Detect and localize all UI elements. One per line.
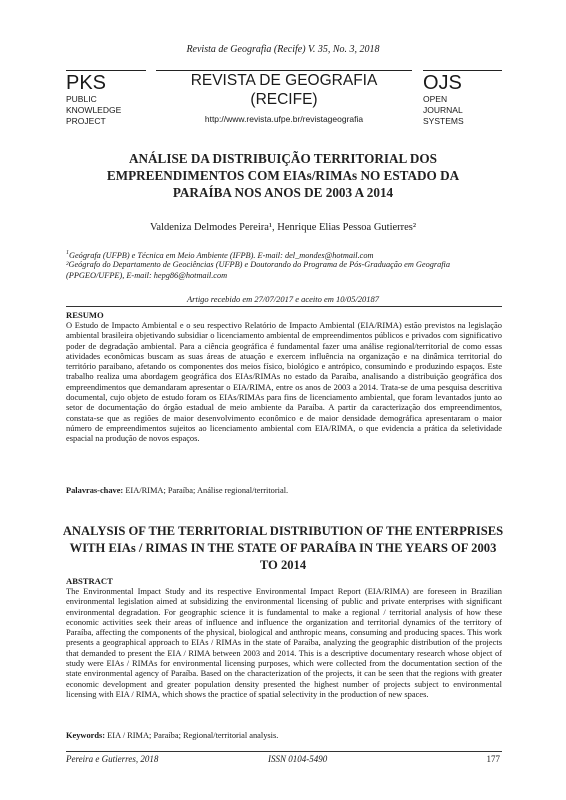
keywords-label: Keywords: <box>66 731 106 740</box>
keywords <box>66 731 502 740</box>
journal-title-block <box>156 72 412 124</box>
footer-issn: ISSN 0104-5490 <box>268 754 328 764</box>
affiliation-1-text: Geógrafa (UFPB) e Técnica em Meio Ambiente (IFPB). E-mail: del_mondes@hotmail.com <box>69 250 374 260</box>
palavras-chave-label: Palavras-chave: <box>66 486 124 495</box>
masthead-rule-left <box>66 70 146 71</box>
affiliation-2: ²Geógrafo do Departamento de Geociências (UFPB) e Doutorando do Programa de Pós-Graduação em Geografia (PPGEO/UFPE), E-mail: hepg86@hotmail.com <box>66 260 451 280</box>
article-authors: Valdeniza Delmodes Pereira¹, Henrique Elias Pessoa Gutierres² <box>149 222 417 233</box>
received-accepted-dates: Artigo recebido em 27/07/2017 e aceito em 10/05/20187 <box>186 294 380 304</box>
masthead-rule-center <box>156 70 412 71</box>
affiliation-1-mark: 1 <box>66 250 69 256</box>
footer-authors: Pereira e Gutierres, 2018 <box>66 754 159 764</box>
ojs-logo <box>423 73 503 126</box>
keywords-values: EIA / RIMA; Paraíba; Regional/territorial analysis. <box>105 731 279 740</box>
pkp-abbr: PKS <box>66 72 107 94</box>
resumo-heading: RESUMO <box>66 310 104 320</box>
pkp-line: PROJECT <box>66 116 106 126</box>
page-number: 177 <box>486 754 500 764</box>
footer-divider <box>66 751 502 752</box>
journal-citation: Revista de Geografia (Recife) V. 35, No. 3, 2018 <box>186 44 380 55</box>
palavras-chave <box>66 486 502 495</box>
palavras-chave-values: EIA/RIMA; Paraíba; Análise regional/territorial. <box>123 486 289 495</box>
ojs-abbr: OJS <box>423 72 462 94</box>
pkp-line: PUBLIC <box>66 94 97 104</box>
journal-title: REVISTA DE GEOGRAFIA <box>190 72 378 89</box>
abstract-heading: ABSTRACT <box>66 576 113 586</box>
abstract-text: The Environmental Impact Study and its respective Environmental Impact Report (EIA/RIMA) are foreseen in Brazilian environmental legislation aimed at subsidizing the environmental licensing of public and private enterprises with significant environmental degradation. For geographic science it is fundamental to make a regional / territorial analysis of how these economic activities seek their areas of influence and influence the organization and territorial dynamics of the territory of Paraíba, affecting the components of the physical, biological and anthropic means, consuming and producing spaces. This work presents a geographical approach to EIAs / RIMAs in the state of Paraíba, analyzing the geographic distribution of the projects that demanded to present the EIA / RIMA between 2003 and 2014. This is a descriptive documentary research whose object of study were EIAs / RIMAs for environmental licensing purposes, which were collected from the documentation section of the state environmental agency of Paraíba. Based on the characterization of the projects, it can be seen that the regions with greater economic development and greater population density presented the highest number of projects subject to environmental licensing with EIA / RIMA, which shows the practice of spatial selectivity in the production of new spaces. <box>66 586 502 699</box>
journal-masthead <box>66 70 502 130</box>
ojs-line: JOURNAL <box>423 105 463 115</box>
resumo-text: O Estudo de Impacto Ambiental e o seu respectivo Relatório de Impacto Ambiental (EIA/RIMA) estão previstos na legislação ambiental brasileira objetivando subsidiar o licenciamento ambiental de empreendimentos públicos e privados com significativo poder de degradação ambiental. Para a ciência geográfica é fundamental fazer uma análise regional/territorial de como essas atividades econômicas buscam as suas áreas de atuação e exercem influência na organização e na dinâmica territorial do território paraibano, afetando os componentes dos meios físico, biológico e antrópico, consumindo e produzindo espaços. Este trabalho realiza uma abordagem geográfica dos EIAs/RIMAs no estado da Paraíba, analisando a distribuição geográfica dos empreendimentos que demandaram apresentar o EIA/RIMA, entre os anos de 2003 a 2014. Trata-se de uma pesquisa descritiva documental, cujo objeto de estudo foram os EIAs/RIMAs para fins de licenciamento ambiental, que foram levantados junto ao setor de documentação do órgão estadual de meio ambiente da Paraíba. A partir da caracterização dos empreendimentos, constata-se que as regiões de maior desenvolvimento econômico e de maior densidade demográfica apresentaram o maior número de empreendimentos sujeitos ao licenciamento ambiental com EIA/RIMA, o que evidencia a prática da seletividade espacial na produção de novos espaços. <box>66 320 502 444</box>
article-title-en: ANALYSIS OF THE TERRITORIAL DISTRIBUTION OF THE ENTERPRISES WITH EIAs / RIMAS IN THE STATE OF PARAÍBA IN THE YEARS OF 2003 TO 2014 <box>62 524 504 572</box>
page-footer <box>66 754 502 766</box>
journal-title-city: (RECIFE) <box>250 91 318 108</box>
journal-url[interactable]: http://www.revista.ufpe.br/revistageografia <box>204 114 364 124</box>
pkp-line: KNOWLEDGE <box>66 105 122 115</box>
pkp-logo <box>66 73 146 126</box>
masthead-rule-right <box>423 70 502 71</box>
ojs-line: SYSTEMS <box>423 116 464 126</box>
divider <box>66 306 502 307</box>
ojs-line: OPEN <box>423 94 448 104</box>
article-title-pt: ANÁLISE DA DISTRIBUIÇÃO TERRITORIAL DOS EMPREENDIMENTOS COM EIAs/RIMAs NO ESTADO DA PARAÍBA NOS ANOS DE 2003 A 2014 <box>106 151 460 200</box>
